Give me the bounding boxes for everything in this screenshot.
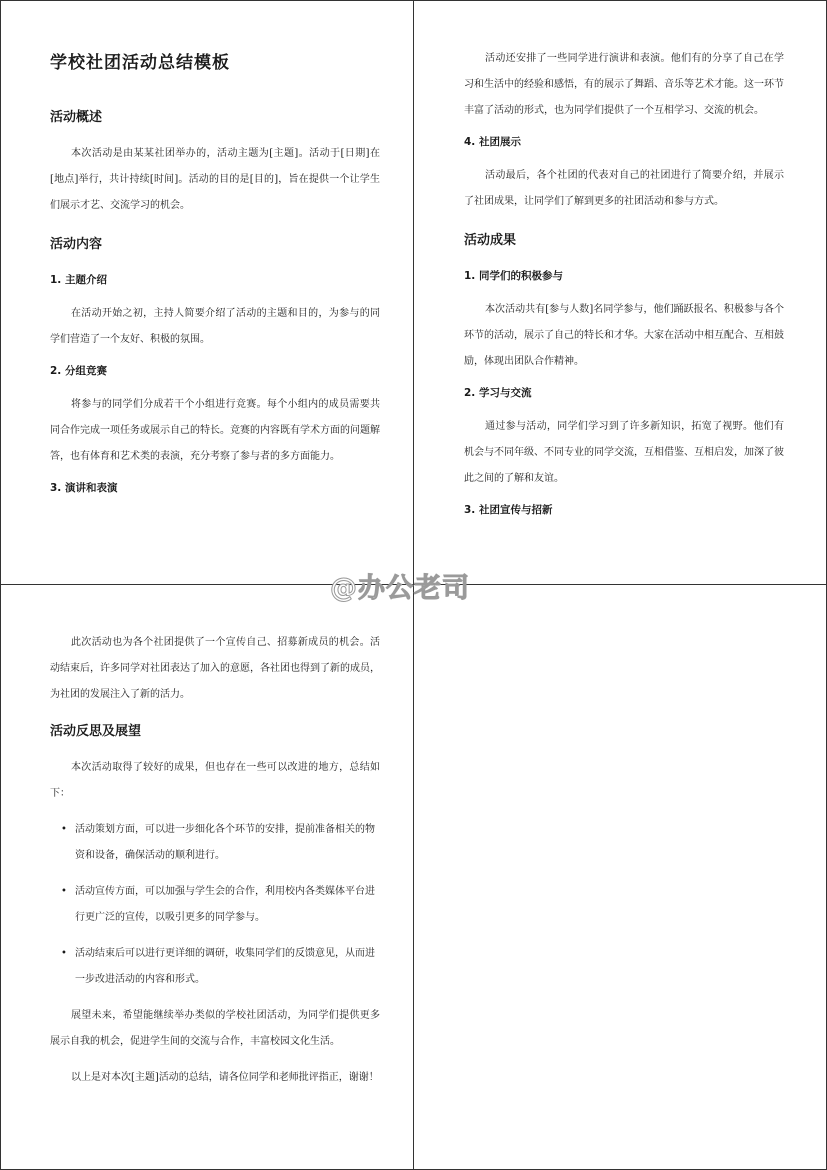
document-title: 学校社团活动总结模板	[50, 53, 230, 73]
bullet-icon: •	[61, 948, 67, 959]
reflection-bullet-list	[50, 817, 380, 993]
bullet-text: 活动宣传方面，可以加强与学生会的合作，利用校内各类媒体平台进行更广泛的宣传，以吸引更多的同学参与。	[75, 886, 375, 923]
bullet-text: 活动策划方面，可以进一步细化各个环节的安排，提前准备相关的物资和设备，确保活动的顺利进行。	[75, 824, 375, 861]
closing-paragraph: 以上是对本次[主题]活动的总结，请各位同学和老师批评指正，谢谢！	[71, 1072, 379, 1083]
club-promotion-paragraph: 此次活动也为各个社团提供了一个宣传自己、招募新成员的机会。活动结束后，许多同学对社团表达了加入的意愿，各社团也得到了新的成员，为社团的发展注入了新的活力。	[50, 637, 380, 700]
list-item	[50, 941, 380, 993]
club-showcase-paragraph: 活动最后，各个社团的代表对自己的社团进行了简要介绍，并展示了社团成果，让同学们了解到更多的社团活动和参与方式。	[464, 170, 784, 207]
active-participation-paragraph: 本次活动共有[参与人数]名同学参与，他们踊跃报名、积极参与各个环节的活动，展示了自己的特长和才华。大家在活动中相互配合、互相鼓励，体现出团队合作精神。	[464, 304, 784, 367]
subheading-speech-performance: 3. 演讲和表演	[50, 482, 118, 494]
page-1	[50, 48, 380, 509]
bullet-icon: •	[61, 886, 67, 897]
page-3	[50, 630, 380, 1101]
bullet-text: 活动结束后可以进行更详细的调研，收集同学们的反馈意见，从而进一步改进活动的内容和形式。	[75, 948, 375, 985]
bullet-icon: •	[61, 824, 67, 835]
subheading-club-showcase: 4. 社团展示	[464, 136, 521, 148]
speech-performance-paragraph: 活动还安排了一些同学进行演讲和表演。他们有的分享了自己在学习和生活中的经验和感悟，有的展示了舞蹈、音乐等艺术才能。这一环节丰富了活动的形式，也为同学们提供了一个互相学习、交流的机会。	[464, 53, 784, 116]
learning-exchange-paragraph: 通过参与活动，同学们学习到了许多新知识，拓宽了视野。他们有机会与不同年级、不同专业的同学交流，互相借鉴、互相启发，加深了彼此之间的了解和友谊。	[464, 421, 784, 484]
subheading-topic-intro: 1. 主题介绍	[50, 274, 107, 286]
section-heading-overview: 活动概述	[50, 110, 103, 125]
overview-paragraph: 本次活动是由某某社团举办的，活动主题为[主题]。活动于[日期]在[地点]举行，共计持续[时间]。活动的目的是[目的]，旨在提供一个让学生们展示才艺、交流学习的机会。	[50, 148, 380, 211]
section-heading-content: 活动内容	[50, 237, 103, 252]
subheading-learning-exchange: 2. 学习与交流	[464, 387, 532, 399]
section-heading-reflection: 活动反思及展望	[50, 724, 142, 739]
outlook-paragraph: 展望未来，希望能继续举办类似的学校社团活动，为同学们提供更多展示自我的机会，促进学生间的交流与合作，丰富校园文化生活。	[50, 1010, 380, 1047]
watermark-logo: @办公老司	[330, 573, 470, 604]
subheading-active-participation: 1. 同学们的积极参与	[464, 270, 563, 282]
reflection-intro-paragraph: 本次活动取得了较好的成果，但也存在一些可以改进的地方，总结如下：	[50, 762, 380, 799]
subheading-club-promotion: 3. 社团宣传与招新	[464, 504, 553, 516]
subheading-group-competition: 2. 分组竞赛	[50, 365, 107, 377]
group-competition-paragraph: 将参与的同学们分成若干个小组进行竞赛。每个小组内的成员需要共同合作完成一项任务或展示自己的特长。竞赛的内容既有学术方面的问题解答，也有体育和艺术类的表演，充分考察了参与者的多方面能力。	[50, 399, 380, 462]
list-item	[50, 879, 380, 931]
section-heading-results: 活动成果	[464, 233, 517, 248]
page-2	[464, 46, 784, 531]
list-item	[50, 817, 380, 869]
topic-intro-paragraph: 在活动开始之初，主持人简要介绍了活动的主题和目的，为参与的同学们营造了一个友好、积极的氛围。	[50, 308, 380, 345]
